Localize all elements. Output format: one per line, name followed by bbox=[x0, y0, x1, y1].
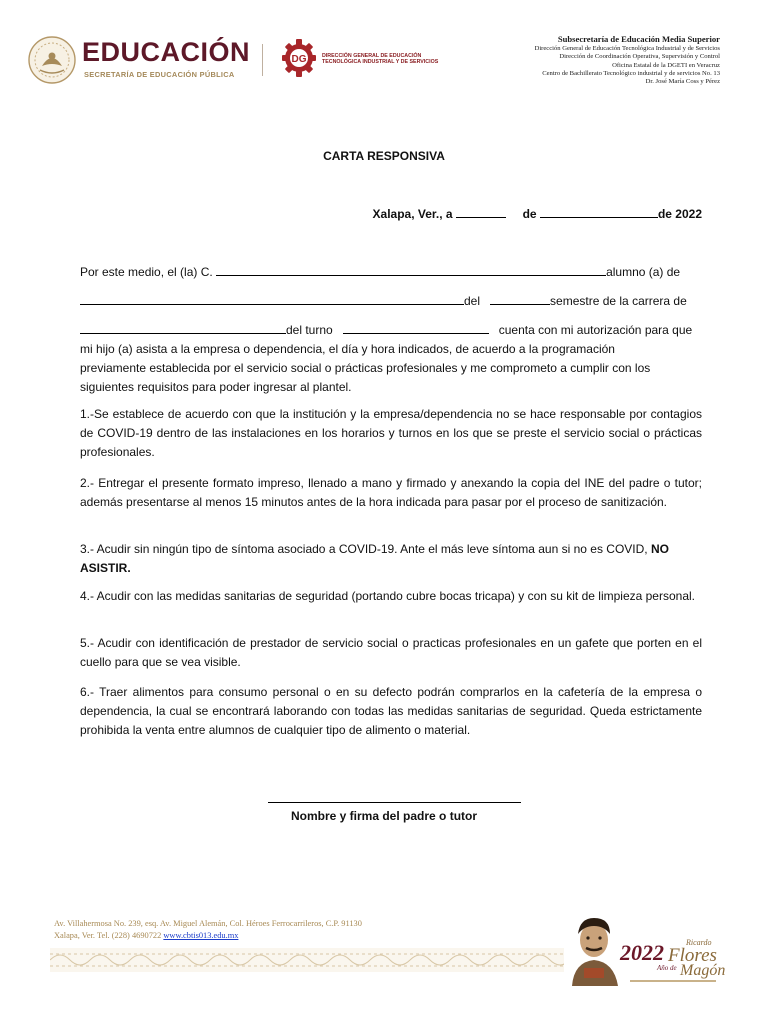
website-link[interactable]: www.cbtis013.edu.mx bbox=[163, 930, 239, 940]
logo-title: EDUCACIÓN bbox=[82, 37, 251, 67]
signature-label: Nombre y firma del padre o tutor bbox=[290, 809, 478, 823]
day-blank[interactable] bbox=[456, 206, 506, 218]
honoree-last-name: Magón bbox=[680, 962, 726, 979]
honoree-middle-name: Flores bbox=[668, 945, 717, 966]
line2-mid: del bbox=[464, 294, 481, 308]
dgeti-name bbox=[322, 53, 438, 66]
institution-line: Oficina Estatal de la DGETI en Veracruz bbox=[612, 61, 720, 69]
decorative-border-band bbox=[50, 948, 570, 972]
intro-line: mi hijo (a) asista a la empresa o dependencia, el día y hora indicados, de acuerdo a la programación bbox=[80, 342, 615, 356]
ricardo-flores-magon-portrait-icon bbox=[564, 910, 624, 986]
requirement-item-1: 1.-Se establece de acuerdo con que la institución y la empresa/dependencia no se hace responsable por contagios de COVID-19 dentro de las instalaciones en los horarios y turnos en los que se preste el servicio social o prácticas profesionales. bbox=[80, 407, 702, 459]
address-line-1: Av. Villahermosa No. 239, esq. Av. Miguel Alemán, Col. Héroes Ferrocarrileros, C.P. 91130 bbox=[54, 919, 362, 928]
dgeti-line-1: DIRECCIÓN GENERAL DE EDUCACIÓN bbox=[322, 53, 422, 59]
requirement-item-4: 4.- Acudir con las medidas sanitarias de seguridad (portando cubre bocas tricapa) y con su kit de limpieza personal. bbox=[80, 589, 695, 603]
institution-line: Centro de Bachillerato Tecnológico industrial y de servicios No. 13 bbox=[542, 69, 720, 77]
requirement-item-2: 2.- Entregar el presente formato impreso, llenado a mano y firmado y anexando la copia del INE del padre o tutor; además presentarse al menos 15 minutos antes de la hora indicada para pasar por el proceso de sanitización. bbox=[80, 476, 702, 509]
honoree-first-name: Ricardo bbox=[686, 938, 712, 947]
semester-line bbox=[80, 293, 687, 308]
address-line-2-text: Xalapa, Ver. Tel. (228) 4690722 bbox=[54, 930, 162, 940]
document-title: CARTA RESPONSIVA bbox=[323, 149, 445, 163]
line2-suffix: semestre de la carrera de bbox=[550, 294, 687, 308]
intro-line: siguientes requisitos para poder ingresar al plantel. bbox=[80, 380, 352, 394]
line3-mid: del turno bbox=[286, 323, 333, 337]
dgeti-line-2: TECNOLÓGICA INDUSTRIAL Y DE SERVICIOS bbox=[322, 59, 439, 66]
item3-emphasis: NO ASISTIR. bbox=[80, 542, 669, 575]
institution-block bbox=[535, 34, 720, 86]
institution-line: Subsecretaría de Educación Media Superior bbox=[557, 34, 720, 44]
intro-line: previamente establecida por el servicio social o prácticas profesionales y me comprometo a cumplir con los bbox=[80, 361, 651, 375]
line3-suffix: cuenta con mi autorización para que bbox=[498, 323, 693, 337]
institution-line: Dirección General de Educación Tecnológica Industrial y de Servicios bbox=[534, 45, 720, 52]
date-suffix: de 2022 bbox=[657, 207, 702, 221]
institution-line: Dirección de Coordinación Operativa, Supervisión y Control bbox=[559, 53, 720, 61]
footer-address bbox=[54, 918, 362, 941]
header-divider bbox=[262, 44, 263, 76]
address-line-2 bbox=[54, 930, 362, 942]
institution-line: Dr. José María Coss y Pérez bbox=[645, 78, 720, 86]
dgeti-gear-logo-icon bbox=[281, 38, 317, 78]
group-blank[interactable] bbox=[80, 293, 464, 305]
requirement-item-6: 6.- Traer alimentos para consumo personal o en su defecto podrán comprarlos en la cafetería de la empresa o dependencia, la cual se encontrará laborando con todas las medidas sanitarias de seguridad. Queda estrictamente prohibida la venta entre alumnos de cualquier tipo de alimento o material. bbox=[80, 685, 702, 737]
student-name-blank[interactable] bbox=[216, 264, 606, 276]
semester-blank[interactable] bbox=[490, 293, 550, 305]
date-line bbox=[373, 206, 702, 221]
commemoration-rule bbox=[630, 980, 716, 982]
student-name-line bbox=[80, 264, 680, 279]
shift-line bbox=[80, 322, 692, 337]
mexico-seal-icon bbox=[28, 36, 76, 84]
year-caption: Año de bbox=[657, 964, 677, 972]
item3-text: 3.- Acudir sin ningún tipo de síntoma asociado a COVID-19. Ante el más leve síntoma aun si no es COVID, bbox=[80, 542, 648, 556]
career-blank[interactable] bbox=[80, 322, 286, 334]
svg-text:DG: DG bbox=[291, 54, 307, 65]
date-prefix: Xalapa, Ver., a bbox=[372, 207, 453, 221]
signature-line[interactable] bbox=[268, 802, 521, 803]
date-mid: de bbox=[522, 207, 537, 221]
month-blank[interactable] bbox=[540, 206, 658, 218]
line1-prefix: Por este medio, el (la) C. bbox=[80, 265, 213, 279]
shift-blank[interactable] bbox=[343, 322, 489, 334]
year-text: 2022 bbox=[620, 940, 664, 965]
requirement-item-3 bbox=[80, 540, 702, 578]
line1-suffix: alumno (a) de bbox=[606, 265, 681, 279]
requirement-item-5: 5.- Acudir con identificación de prestador de servicio social o practicas profesionales en un gafete que porten en el cuello para que se vea visible. bbox=[80, 636, 702, 669]
logo-subtitle: SECRETARÍA DE EDUCACIÓN PÚBLICA bbox=[84, 70, 235, 79]
